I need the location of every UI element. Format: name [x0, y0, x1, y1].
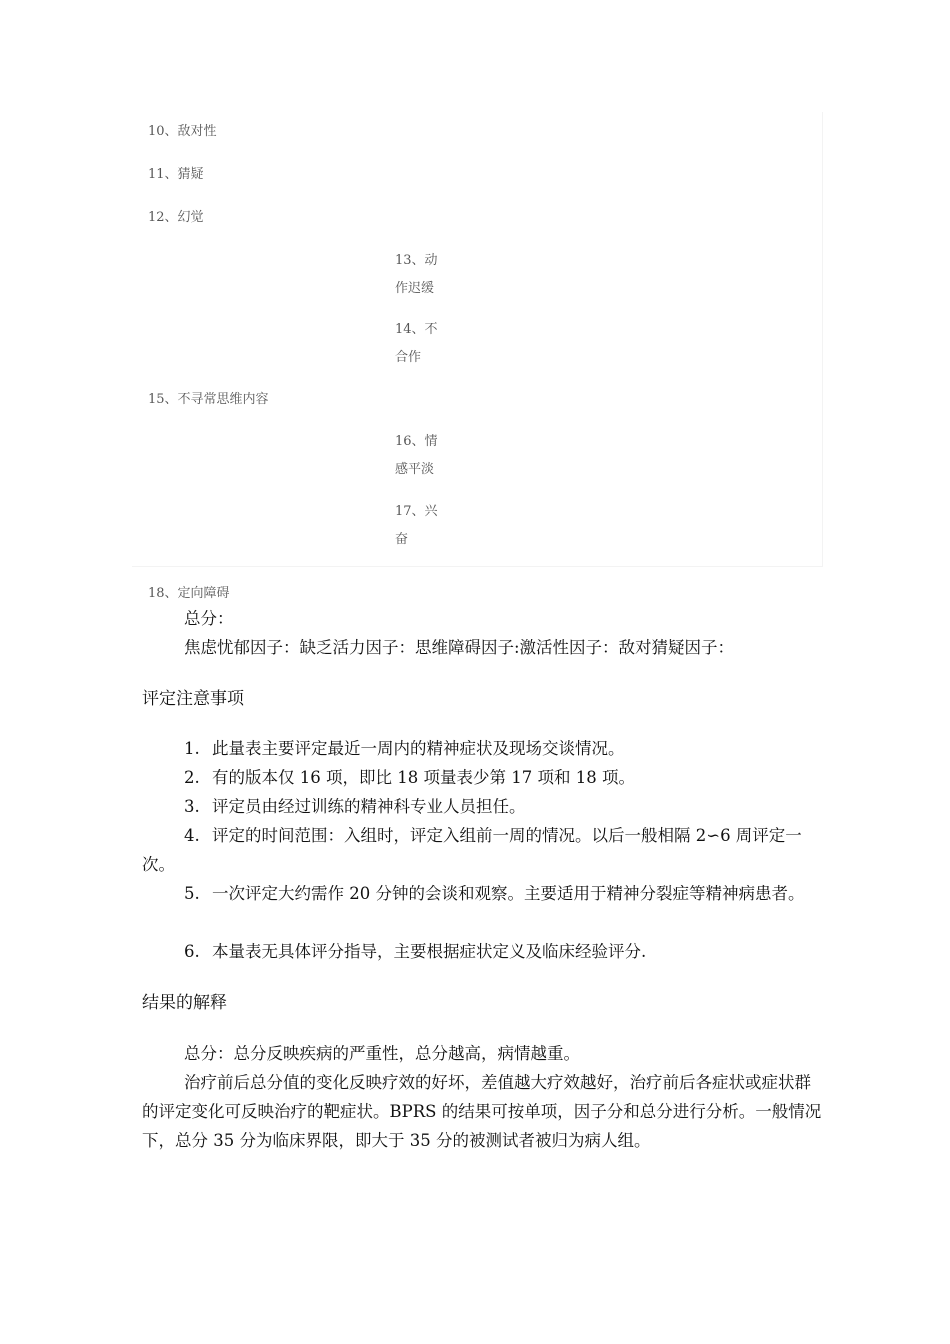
results-paragraph-interpretation: 治疗前后总分值的变化反映疗效的好坏，差值越大疗效越好，治疗前后各症状或症状群的评定变化可反映治疗的靶症状。BPRS 的结果可按单项，因子分和总分进行分析。一般情况下，总分 35 分为临床界限，即大于 35 分的被测试者被归为病人组。: [142, 1073, 822, 1150]
list-item: 5. 一次评定大约需作 20 分钟的会谈和观察。主要适用于精神分裂症等精神病患者。: [184, 884, 805, 903]
list-item: 2. 有的版本仅 16 项，即比 18 项量表少第 17 项和 18 项。: [184, 768, 635, 787]
results-heading: 结果的解释: [142, 993, 227, 1013]
list-item: 6. 本量表无具体评分指导，主要根据症状定义及临床经验评分.: [184, 942, 647, 961]
item-suspiciousness: 11、猜疑: [148, 167, 204, 182]
item-disorientation: 18、定向障碍: [148, 586, 230, 601]
item-blunted-affect: 16、情感平淡: [395, 434, 438, 477]
item-unusual-thought: 15、不寻常思维内容: [148, 392, 269, 407]
item-excitement: 17、兴奋: [395, 504, 438, 547]
factor-scores-label: 焦虑忧郁因子：缺乏活力因子：思维障碍因子:激活性因子：敌对猜疑因子：: [184, 638, 735, 657]
item-hostility: 10、敌对性: [148, 124, 217, 139]
item-uncooperativeness: 14、不合作: [395, 322, 438, 365]
results-paragraph-total: 总分：总分反映疾病的严重性，总分越高，病情越重。: [184, 1044, 580, 1063]
item-hallucination: 12、幻觉: [148, 210, 204, 225]
list-item: 4. 评定的时间范围：入组时，评定入组前一周的情况。以后一般相隔 2∽6 周评定一次。: [142, 826, 802, 874]
table-frame: [132, 112, 823, 567]
list-item: 1. 此量表主要评定最近一周内的精神症状及现场交谈情况。: [184, 739, 625, 758]
item-motor-retardation: 13、动作迟缓: [395, 253, 438, 296]
list-item: 3. 评定员由经过训练的精神科专业人员担任。: [184, 797, 526, 816]
notes-heading: 评定注意事项: [142, 689, 244, 709]
total-score-label: 总分：: [184, 609, 234, 628]
